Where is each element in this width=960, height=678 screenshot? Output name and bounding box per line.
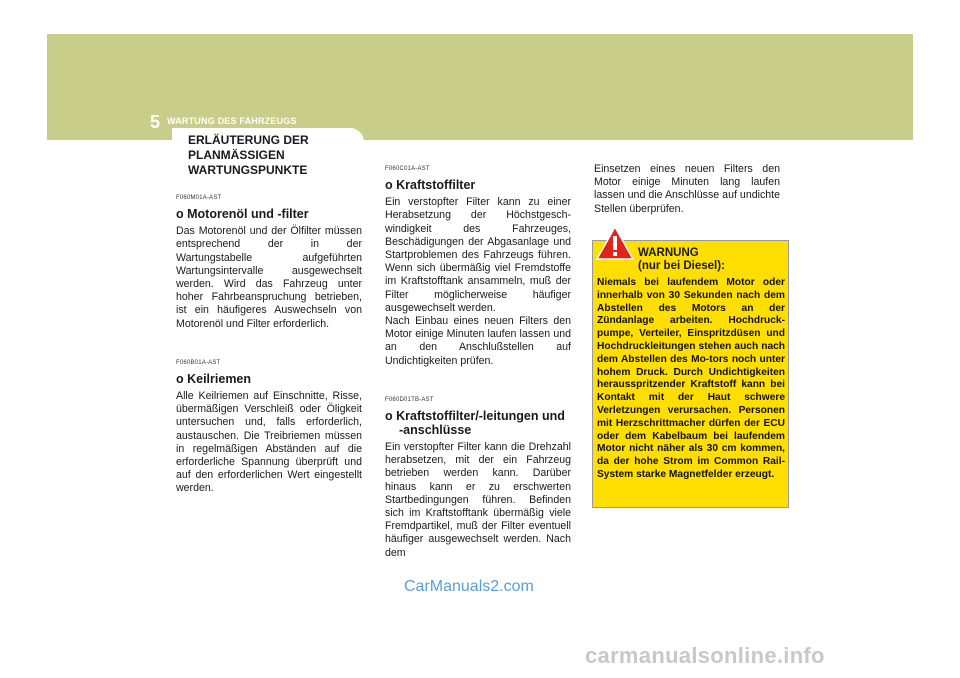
paragraph: Alle Keilriemen auf Einschnitte, Risse, übermäßigen Verschleiß oder Öligkeit untersuchen und, falls erforderlich, austauschen. Die Treibriemen müssen in regelmäßigen Abständen auf die erforderliche Spannung überprüft und auf den erforderlichen Wert eingestellt werden.: [176, 390, 362, 495]
section-code: F060D01TB-AST: [385, 396, 434, 403]
section-code: F060M01A-AST: [176, 195, 222, 201]
section-code: F060B01A-AST: [176, 359, 221, 366]
paragraph: Einsetzen eines neuen Filters den Motor einige Minuten lang laufen lassen und die Anschlüsse auf undichte Stellen überprüfen.: [594, 163, 780, 215]
paragraph: Ein verstopfter Filter kann zu einer Herabsetzung der Höchstgesch-windigkeit des Fahrzeuges, Beschädigungen der Abgasanlage und Startproblemen des Fahrzeugs führen. Wenn sich übermäßig viel Fremdstoffe im Kraftstofftank ansammeln, muß der Filter möglicherweise häufiger ausgewechselt werden.: [385, 196, 571, 314]
paragraph: Nach Einbau eines neuen Filters den Motor einige Minuten laufen lassen und an den Anschlußstellen auf Undichtigkeiten prüfen.: [385, 315, 571, 367]
warning-text: Niemals bei laufendem Motor oder innerhalb von 30 Sekunden nach dem Abstellen des Motors an der Zündanlage arbeiten. Hochdruck-pumpe, Verteiler, Einspritzdüsen und Hochdruckleitungen stehen auch nach dem Abstellen des Mo-tors noch unter hohem Druck. Durch Undichtigkeiten herausspritzender Kraftstoff kann bei Kontakt mit der Haut schwere Verletzungen verursachen. Personen mit Herzschrittmacher dürfen der ECU oder dem Kabelbaum bei laufendem Motor nicht näher als 30 cm kommen, da der hohe Strom im Common Rail-System starke Magnetfelder erzeugt.: [597, 277, 785, 480]
chapter-title: WARTUNG DES FAHRZEUGS: [167, 116, 297, 126]
chapter-number: 5: [150, 112, 161, 132]
paragraph: Ein verstopfter Filter kann die Drehzahl herabsetzen, mit der ein Fahrzeug betrieben werden kann. Darüber hinaus kann er zu erschwerten Startbedingungen führen. Befinden sich im Kraftstofftank übermäßig viele Fremdpartikel, muß der Filter eventuell häufiger ausgewechselt werden. Nach dem: [385, 441, 571, 559]
column-1: [176, 192, 362, 496]
subsection-title: [385, 409, 571, 437]
warning-title-line1: WARNUNG: [638, 247, 699, 259]
column-2: [385, 163, 571, 560]
subsection-title: o Keilriemen: [176, 372, 252, 387]
subsection-title: o Motorenöl und -filter: [176, 207, 309, 222]
watermark-bottom: carmanualsonline.info: [585, 643, 825, 668]
subsection-title-line1: o Kraftstoffilter/-leitungen und: [385, 409, 565, 424]
subsection-title-line2: -anschlüsse: [399, 423, 472, 438]
paragraph: Das Motorenöl und der Ölfilter müssen entsprechend der in der Wartungstabelle aufgeführten Wartungsintervalle ausgewechselt werden. Wird das Fahrzeug unter hoher Fahrbeanspruchung betrieben, ist ein häufigeres Auswechseln von Motorenöl und Filter erforderlich.: [176, 225, 362, 330]
page-number: 8: [150, 139, 156, 150]
section-code: F060C01A-AST: [385, 166, 430, 172]
exclamation-triangle-icon: [595, 225, 635, 261]
warning-title-line2: (nur bei Diesel):: [638, 260, 725, 272]
watermark-top: CarManuals2.com: [404, 578, 534, 595]
subsection-title: o Kraftstoffilter: [385, 178, 476, 193]
column-3: [594, 163, 780, 216]
section-heading: ERLÄUTERUNG DER PLANMÄSSIGEN WARTUNGSPUNKTE: [188, 133, 309, 177]
warning-title: [638, 247, 778, 273]
